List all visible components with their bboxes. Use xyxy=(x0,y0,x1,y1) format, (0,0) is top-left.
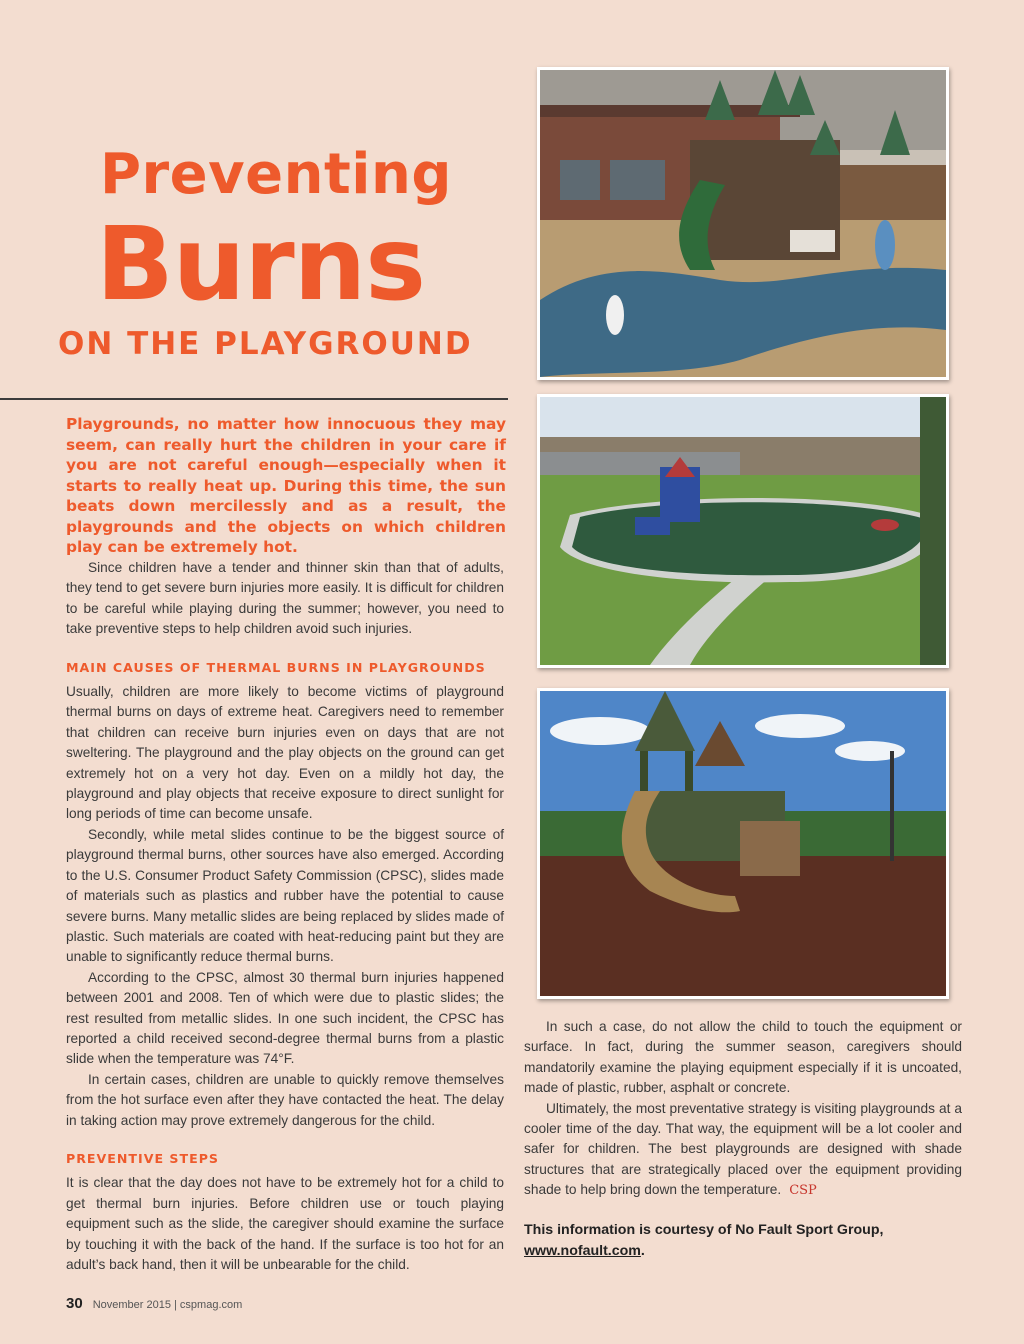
causes-paragraph-4: In certain cases, children are unable to quickly remove themselves from the hot surface even after they have contacted the heat. The delay in taking action may prove extremely dangerous for the child. xyxy=(66,1071,504,1128)
title-line-burns: Burns xyxy=(96,205,425,324)
page-footer xyxy=(66,1295,242,1312)
right-column xyxy=(524,1017,962,1262)
playground-photo-towers xyxy=(537,67,949,380)
section-heading-preventive: PREVENTIVE STEPS xyxy=(66,1150,219,1166)
credit-link[interactable]: www.nofault.com xyxy=(524,1242,641,1259)
playground-photo-slide xyxy=(537,688,949,999)
credit-line xyxy=(524,1220,962,1262)
page-number: 30 xyxy=(66,1295,83,1312)
title-line-subtitle: ON THE PLAYGROUND xyxy=(58,326,473,362)
csp-end-mark: CSP xyxy=(789,1183,817,1199)
causes-paragraph-1: Usually, children are more likely to become victims of playground thermal burns on days of extreme heat. Caregivers need to remember that children can receive burn injuries even on days that are not sweltering. The playground and the play objects on the ground can get extremely hot on a very hot day. Even on a mildly hot day, the playground and play objects that receive exposure to direct sunlight for long periods of time can become unsafe. xyxy=(66,684,504,822)
intro-paragraph: Since children have a tender and thinner skin than that of adults, they tend to get severe burn injuries more easily. It is difficult for children to be careful while playing during the summer; however, you need to take preventive steps to help children avoid such injuries. xyxy=(66,560,504,637)
credit-end: . xyxy=(640,1242,645,1259)
credit-text: This information is courtesy of No Fault Sport Group, xyxy=(524,1221,884,1238)
playground-photo-park xyxy=(537,394,949,668)
section-heading-causes: MAIN CAUSES OF THERMAL BURNS IN PLAYGROUNDS xyxy=(66,659,486,675)
issue-line: November 2015 | cspmag.com xyxy=(92,1299,243,1311)
preventive-paragraph-1: It is clear that the day does not have to be extremely hot for a child to get thermal burn injuries. Before children use or touch playing equipment such as the slide, the caregiver should examine the surface by touching it with the back of the hand. If the surface is too hot for an adult’s back hand, then it will be unbearable for the child. xyxy=(66,1175,504,1272)
causes-paragraph-3: According to the CPSC, almost 30 thermal burn injuries happened between 2001 and 2008. Ten of which were due to plastic slides; the rest resulted from metallic slides. In one such incident, the CPSC has reported a child received second-degree thermal burns from a plastic slide when the temperature was 74°F. xyxy=(66,969,504,1067)
right-paragraph-2-text: Ultimately, the most preventative strategy is visiting playgrounds at a cooler time of the day. That way, the equipment will be a lot cooler and safer for children. The best playgrounds are designed with shade structures that are strategically placed over the equipment providing shade to help bring down the temperature. xyxy=(524,1100,962,1198)
title-divider xyxy=(0,398,508,400)
right-paragraph-1: In such a case, do not allow the child to touch the equipment or surface. In fact, during the summer season, caregivers should mandatorily examine the playing equipment especially if it is uncoated, made of plastic, rubber, asphalt or concrete. xyxy=(524,1019,962,1096)
lead-paragraph: Playgrounds, no matter how innocuous they may seem, can really hurt the children in your care if you are not careful enough—especially when it starts to really heat up. During this time, the sun beats down mercilessly and as a result, the playgrounds and the objects on which children play can be extremely hot. xyxy=(66,415,506,556)
right-paragraph-2 xyxy=(524,1099,962,1202)
title-line-preventing: Preventing xyxy=(100,142,452,207)
causes-paragraph-2: Secondly, while metal slides continue to be the biggest source of playground thermal burns, other sources have also emerged. According to the U.S. Consumer Product Safety Commission (CPSC), slides made of materials such as plastics and rubber have the potential to cause severe burns. Many metallic slides are being replaced by slides made of plastic. Such materials are coated with heat-reducing paint but they are unable to significantly reduce thermal burns. xyxy=(66,826,504,965)
left-column xyxy=(66,558,504,1275)
